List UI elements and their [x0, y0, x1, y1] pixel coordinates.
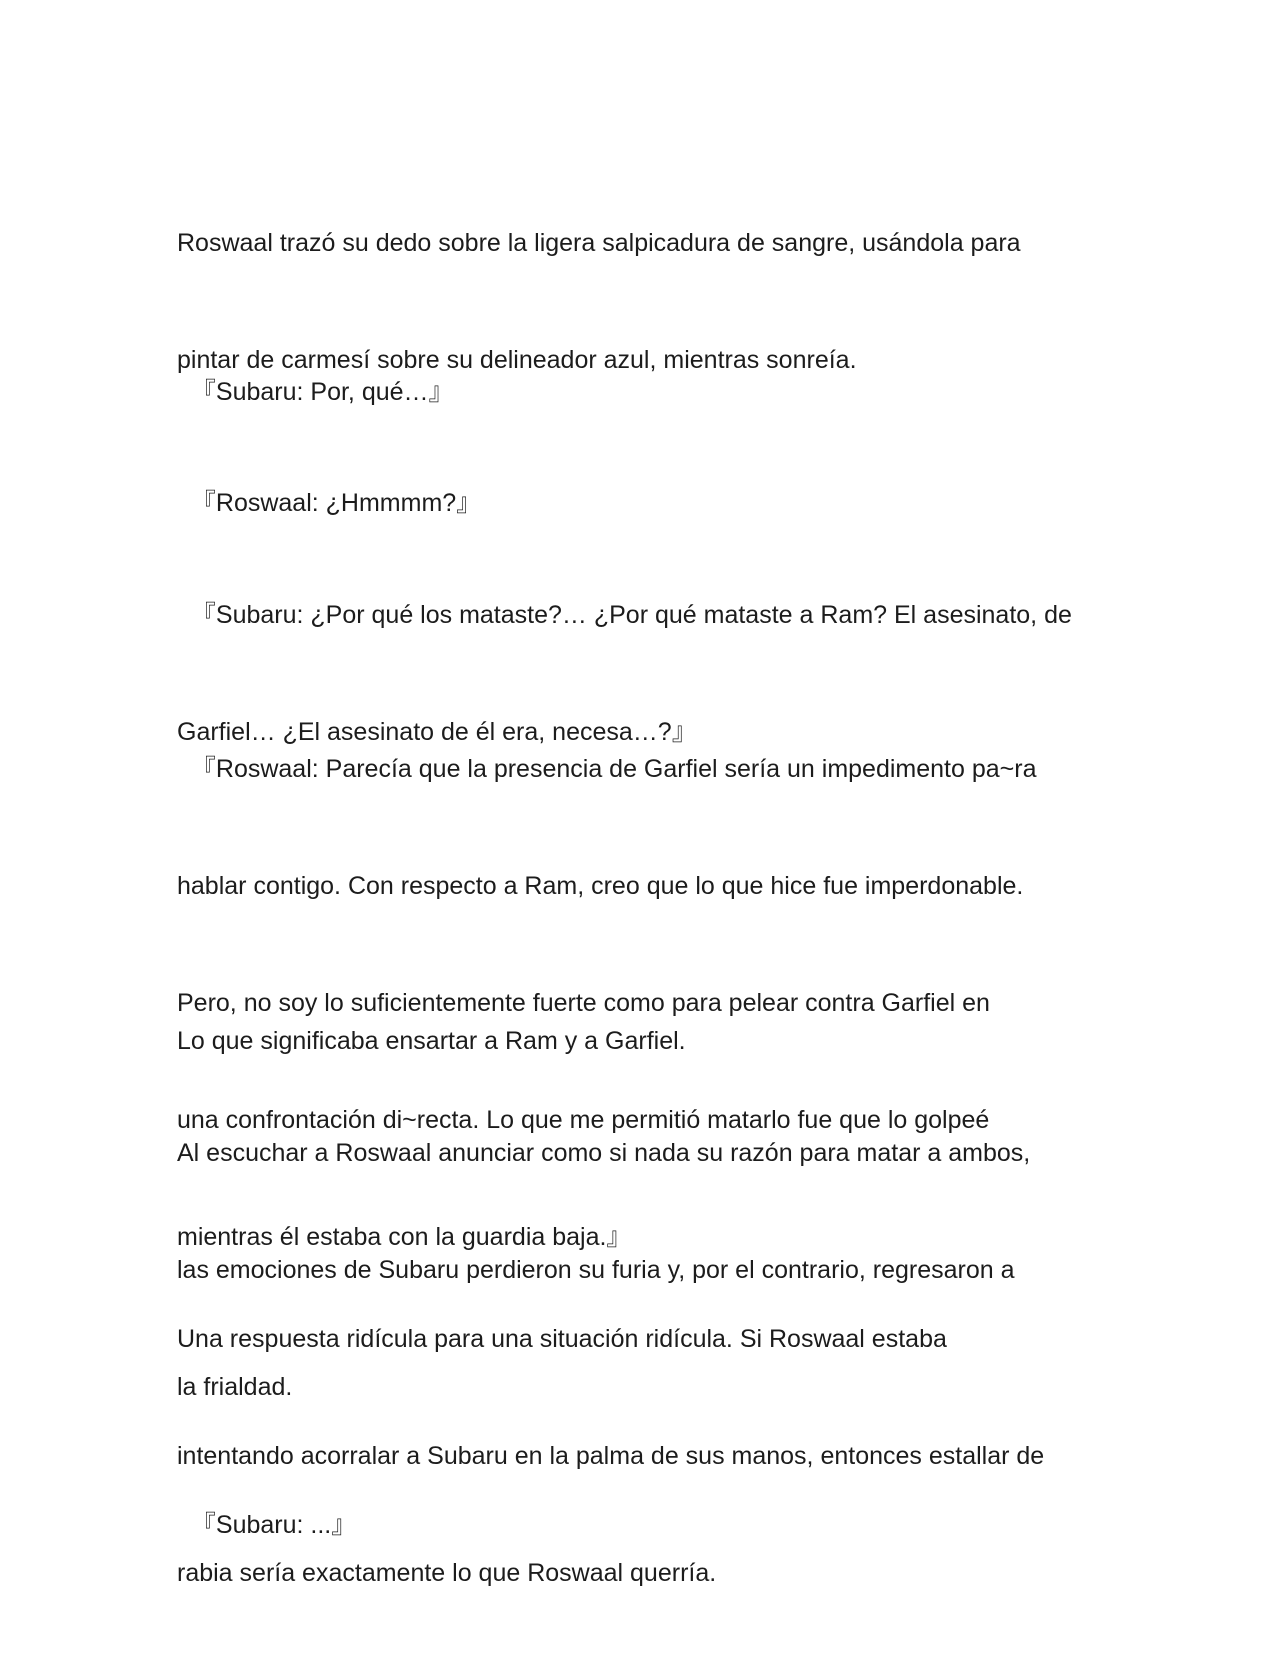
text-line: las emociones de Subaru perdieron su furia y, por el contrario, regresaron a — [177, 1256, 1015, 1284]
text-line: 『Subaru: ¿Por qué los mataste?… ¿Por qué mataste a Ram? El asesinato, de — [177, 601, 1072, 629]
text-line: Lo que significaba ensartar a Ram y a Garfiel. — [177, 1027, 686, 1055]
text-line: 『Subaru: ...』 — [177, 1511, 357, 1539]
text-line: la frialdad. — [177, 1373, 293, 1401]
text-line: mientras él estaba con la guardia baja.』 — [177, 1223, 632, 1251]
paragraph-dialogue-subaru-3 — [177, 1428, 1117, 1623]
text-line: 『Roswaal: ¿Hmmmm?』 — [177, 489, 482, 517]
text-line: rabia sería exactamente lo que Roswaal querría. — [177, 1559, 717, 1587]
text-line: intentando acorralar a Subaru en la palma de sus manos, entonces estallar de — [177, 1442, 1045, 1470]
text-line: 『Subaru: Por, qué…』 — [177, 378, 454, 406]
text-line: una confrontación di~recta. Lo que me permitió matarlo fue que lo golpeé — [177, 1106, 990, 1134]
text-line: Al escuchar a Roswaal anunciar como si nada su razón para matar a ambos, — [177, 1139, 1031, 1167]
text-line: Roswaal trazó su dedo sobre la ligera salpicadura de sangre, usándola para — [177, 229, 1021, 257]
text-line: Pero, no soy lo suficientemente fuerte como para pelear contra Garfiel en — [177, 989, 990, 1017]
text-line: Una respuesta ridícula para una situación ridícula. Si Roswaal estaba — [177, 1325, 947, 1353]
text-line: Garfiel… ¿El asesinato de él era, necesa…?』 — [177, 718, 697, 746]
text-line: hablar contigo. Con respecto a Ram, creo que lo que hice fue imperdonable. — [177, 872, 1024, 900]
text-line: pintar de carmesí sobre su delineador azul, mientras sonreía. — [177, 346, 857, 374]
text-line: 『Roswaal: Parecía que la presencia de Garfiel sería un impedimento pa~ra — [177, 755, 1037, 783]
